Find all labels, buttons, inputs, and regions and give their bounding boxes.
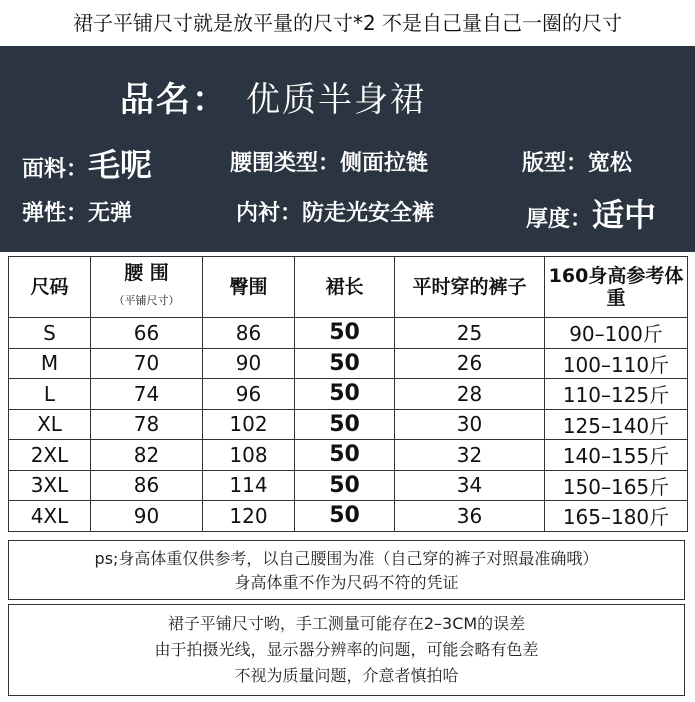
cell-weight: 150–165斤	[545, 470, 688, 501]
cell-hip: 114	[203, 470, 295, 501]
header-waist	[91, 257, 203, 318]
spec-thickness-value: 适中	[592, 196, 657, 234]
cell-waist: 66	[91, 318, 203, 349]
cell-size: S	[9, 318, 91, 349]
cell-size: 3XL	[9, 470, 91, 501]
header-size: 尺码	[9, 257, 91, 318]
table-row	[9, 409, 688, 440]
spec-lining-value: 防走光安全裤	[302, 201, 435, 226]
spec-fit	[522, 146, 632, 177]
table-row	[9, 318, 688, 349]
header-length: 裙长	[295, 257, 395, 318]
cell-weight: 125–140斤	[545, 409, 688, 440]
header-weight: 160身高参考体重	[545, 257, 688, 318]
spec-fit-label: 版型：	[522, 151, 589, 176]
header-waist-label: 腰 围	[124, 262, 169, 284]
table-row	[9, 348, 688, 379]
cell-length: 50	[295, 318, 395, 349]
product-name: 优质半身裙	[246, 80, 426, 120]
reference-note-line-2: 身高体重不作为尺码不符的凭证	[234, 573, 459, 592]
reference-note-line-1: ps;身高体重仅供参考，以自己腰围为准（自己穿的裤子对照最准确哦）	[94, 549, 599, 568]
cell-weight: 90–100斤	[545, 318, 688, 349]
size-table-header-row	[9, 257, 688, 318]
cell-weight: 110–125斤	[545, 379, 688, 410]
spec-waist-type-value: 侧面拉链	[340, 151, 429, 176]
cell-weight: 140–155斤	[545, 440, 688, 471]
cell-size: M	[9, 348, 91, 379]
cell-waist: 74	[91, 379, 203, 410]
cell-size: XL	[9, 409, 91, 440]
reference-note	[8, 540, 685, 600]
spec-elasticity	[22, 196, 132, 227]
spec-lining-label: 内衬：	[236, 201, 303, 226]
cell-waist: 86	[91, 470, 203, 501]
spec-fabric-label: 面料：	[22, 157, 89, 182]
cell-length: 50	[295, 501, 395, 532]
cell-pants: 34	[395, 470, 545, 501]
cell-size: 4XL	[9, 501, 91, 532]
cell-waist: 78	[91, 409, 203, 440]
table-row	[9, 501, 688, 532]
cell-waist: 70	[91, 348, 203, 379]
cell-length: 50	[295, 379, 395, 410]
table-row	[9, 379, 688, 410]
flat-measurement-note: 裙子平铺尺寸就是放平量的尺寸*2 不是自己量自己一圈的尺寸	[0, 0, 695, 46]
cell-pants: 30	[395, 409, 545, 440]
cell-length: 50	[295, 409, 395, 440]
spec-waist-type	[230, 146, 428, 177]
header-hip: 臀围	[203, 257, 295, 318]
cell-length: 50	[295, 348, 395, 379]
cell-waist: 82	[91, 440, 203, 471]
spec-waist-type-label: 腰围类型：	[230, 151, 341, 176]
measurement-disclaimer	[8, 604, 685, 696]
cell-hip: 96	[203, 379, 295, 410]
cell-weight: 100–110斤	[545, 348, 688, 379]
cell-hip: 90	[203, 348, 295, 379]
product-title	[120, 72, 426, 121]
cell-pants: 32	[395, 440, 545, 471]
cell-pants: 28	[395, 379, 545, 410]
spec-fabric	[22, 140, 152, 186]
spec-lining	[236, 196, 434, 227]
cell-hip: 102	[203, 409, 295, 440]
cell-waist: 90	[91, 501, 203, 532]
header-pants-size: 平时穿的裤子	[395, 257, 545, 318]
cell-length: 50	[295, 440, 395, 471]
spec-thickness	[526, 190, 656, 236]
cell-hip: 108	[203, 440, 295, 471]
spec-elasticity-label: 弹性：	[22, 201, 89, 226]
cell-pants: 25	[395, 318, 545, 349]
disclaimer-line-2: 由于拍摄光线，显示器分辨率的问题，可能会略有色差	[154, 640, 539, 659]
disclaimer-line-3: 不视为质量问题，介意者慎拍哈	[234, 666, 459, 685]
cell-hip: 86	[203, 318, 295, 349]
header-waist-sub: （平铺尺寸）	[113, 294, 180, 307]
cell-length: 50	[295, 470, 395, 501]
cell-weight: 165–180斤	[545, 501, 688, 532]
product-label: 品名：	[120, 80, 228, 120]
cell-hip: 120	[203, 501, 295, 532]
table-row	[9, 440, 688, 471]
disclaimer-line-1: 裙子平铺尺寸哟，手工测量可能存在2–3CM的误差	[167, 614, 526, 633]
spec-fabric-value: 毛呢	[88, 146, 153, 184]
spec-thickness-label: 厚度：	[526, 207, 593, 232]
table-row	[9, 470, 688, 501]
cell-pants: 36	[395, 501, 545, 532]
size-table	[8, 256, 688, 532]
spec-elasticity-value: 无弹	[88, 201, 133, 226]
spec-fit-value: 宽松	[588, 151, 633, 176]
product-info-header	[0, 0, 695, 252]
cell-size: 2XL	[9, 440, 91, 471]
cell-size: L	[9, 379, 91, 410]
cell-pants: 26	[395, 348, 545, 379]
